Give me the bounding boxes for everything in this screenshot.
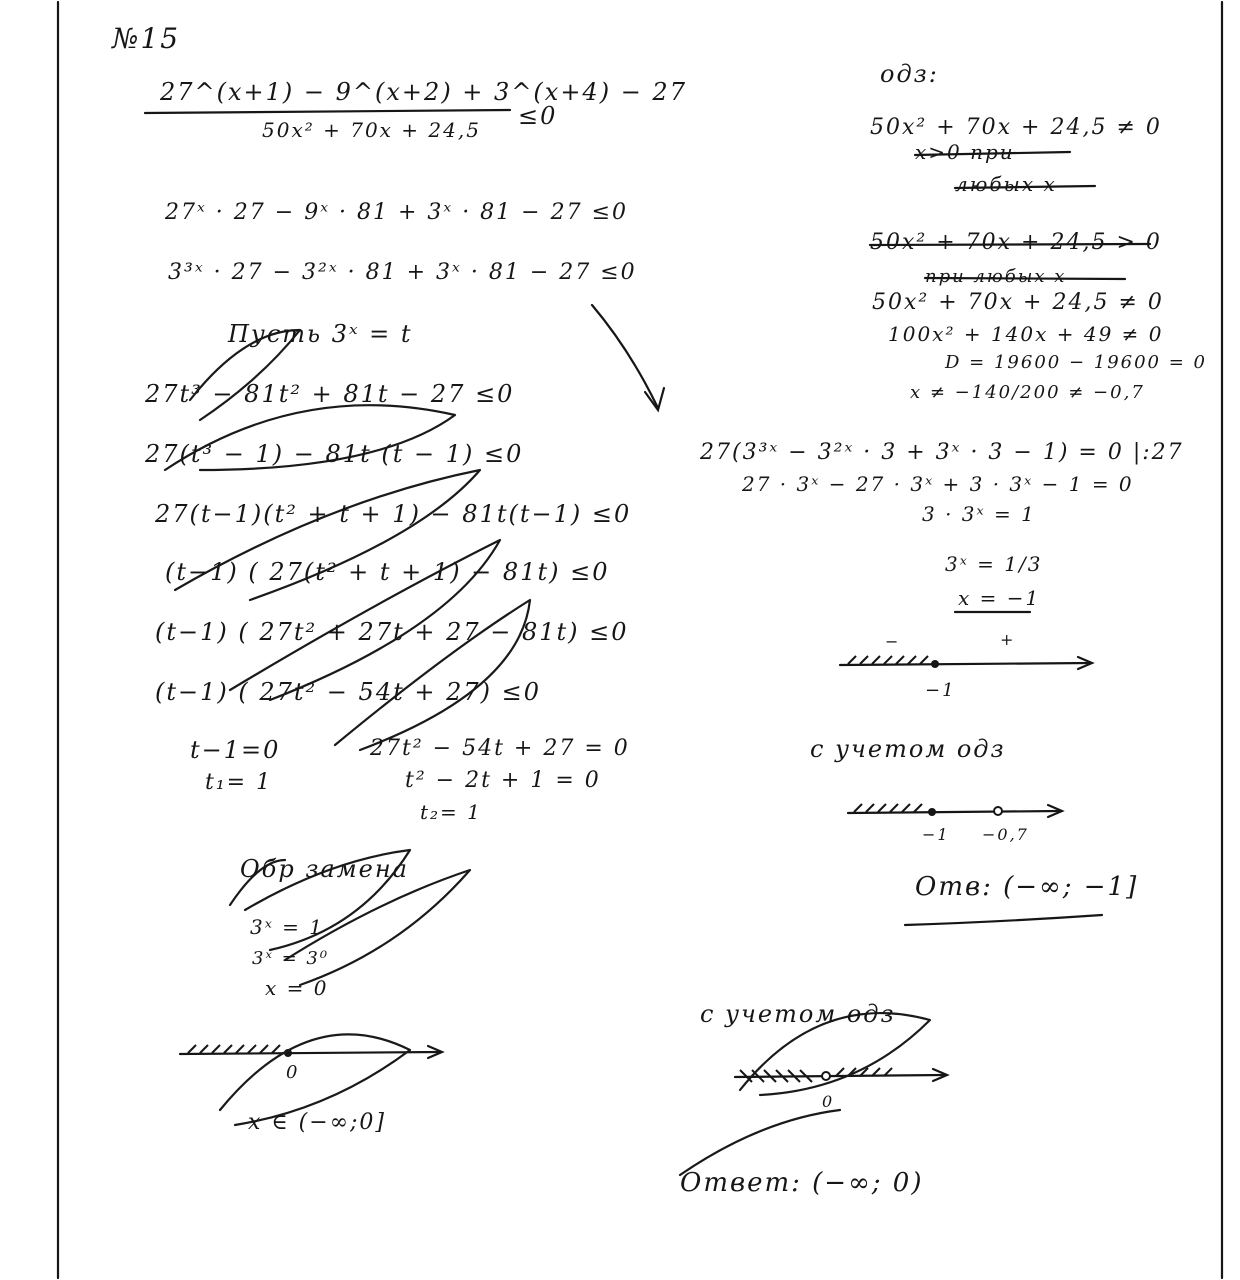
odz-line-2: 50x² + 70x + 24,5 ≠ 0 xyxy=(872,290,1164,315)
struck-answer: Ответ: (−∞; 0) xyxy=(680,1168,924,1198)
step-line-4: 27(t³ − 1) − 81t (t − 1) ≤0 xyxy=(145,440,524,468)
equation-b1: 27t² − 54t + 27 = 0 xyxy=(370,736,630,761)
fraction-bar xyxy=(145,110,510,113)
sign-minus: − xyxy=(885,632,901,651)
equation-a2: t₁= 1 xyxy=(205,770,273,795)
hatching xyxy=(854,804,922,812)
inverse-line-1: 3ˣ = 1 xyxy=(250,915,325,939)
open-point xyxy=(822,1072,830,1080)
with-odz-label: с учетом одз xyxy=(810,735,1006,763)
sign-plus: + xyxy=(1000,630,1016,649)
open-point xyxy=(994,807,1002,815)
filled-point xyxy=(931,660,939,668)
substitution: Пусть 3ˣ = t xyxy=(228,320,413,348)
with-odz-label-2: с учетом одз xyxy=(700,1000,896,1028)
inequality-relation: ≤0 xyxy=(518,102,558,130)
inverse-line-3: x = 0 xyxy=(265,976,329,1000)
odz-struck-3: 50x² + 70x + 24,5 > 0 xyxy=(870,230,1162,255)
equation-line-3: 3 · 3ˣ = 1 xyxy=(922,502,1036,526)
fraction-denominator: 50x² + 70x + 24,5 xyxy=(262,118,481,142)
number-line-label: 0 xyxy=(822,1092,835,1111)
number-line xyxy=(180,1052,440,1054)
odz-excluded-point: x ≠ −140/200 ≠ −0,7 xyxy=(910,382,1145,403)
odz-line-3: 100x² + 140x + 49 ≠ 0 xyxy=(888,322,1164,346)
hatching xyxy=(188,1045,280,1053)
odz-struck-1: x>0 при xyxy=(915,140,1015,164)
equation-line-5: x = −1 xyxy=(958,586,1041,610)
equation-line-4: 3ˣ = 1/3 xyxy=(945,552,1043,576)
step-line-6: (t−1) ( 27(t² + t + 1) − 81t) ≤0 xyxy=(165,558,610,586)
odz-struck-4: при любых x xyxy=(925,266,1067,287)
odz-struck-2: любых x xyxy=(955,172,1057,196)
odz-line-1: 50x² + 70x + 24,5 ≠ 0 xyxy=(870,115,1162,140)
equation-line-1: 27(3³ˣ − 3²ˣ · 3 + 3ˣ · 3 − 1) = 0 |:27 xyxy=(700,440,1184,465)
inverse-substitution: Обр замена xyxy=(240,855,409,883)
final-answer: Отв: (−∞; −1] xyxy=(915,872,1139,902)
step-line-3: 27t³ − 81t² + 81t − 27 ≤0 xyxy=(145,380,515,408)
step-line-2: 3³ˣ · 27 − 3²ˣ · 81 + 3ˣ · 81 − 27 ≤0 xyxy=(168,260,637,285)
number-line-label: −1 xyxy=(922,825,950,844)
problem-number: №15 xyxy=(112,22,181,55)
step-line-1: 27ˣ · 27 − 9ˣ · 81 + 3ˣ · 81 − 27 ≤0 xyxy=(165,200,629,225)
arrow-to-right-column xyxy=(592,305,658,408)
answer-underline xyxy=(905,915,1102,925)
number-line-label: −1 xyxy=(925,680,956,701)
hatching xyxy=(848,656,928,664)
number-line xyxy=(735,1075,945,1077)
step-line-7: (t−1) ( 27t² + 27t + 27 − 81t) ≤0 xyxy=(155,618,629,646)
inverse-line-2: 3ˣ = 3⁰ xyxy=(252,948,330,969)
odz-heading: одз: xyxy=(880,60,939,88)
left-answer: x ∈ (−∞;0] xyxy=(248,1110,387,1135)
equation-b2: t² − 2t + 1 = 0 xyxy=(405,768,601,793)
equation-a1: t−1=0 xyxy=(190,736,281,764)
fraction-numerator: 27^(x+1) − 9^(x+2) + 3^(x+4) − 27 xyxy=(160,78,687,106)
number-line-label: −0,7 xyxy=(982,825,1029,844)
number-line-label: 0 xyxy=(286,1062,300,1083)
equation-b3: t₂= 1 xyxy=(420,800,482,824)
odz-discriminant: D = 19600 − 19600 = 0 xyxy=(945,352,1207,373)
filled-point xyxy=(928,808,936,816)
number-line xyxy=(840,663,1090,665)
step-line-8: (t−1) ( 27t² − 54t + 27) ≤0 xyxy=(155,678,542,706)
equation-line-2: 27 · 3ˣ − 27 · 3ˣ + 3 · 3ˣ − 1 = 0 xyxy=(742,472,1134,496)
step-line-5: 27(t−1)(t² + t + 1) − 81t(t−1) ≤0 xyxy=(155,500,632,528)
